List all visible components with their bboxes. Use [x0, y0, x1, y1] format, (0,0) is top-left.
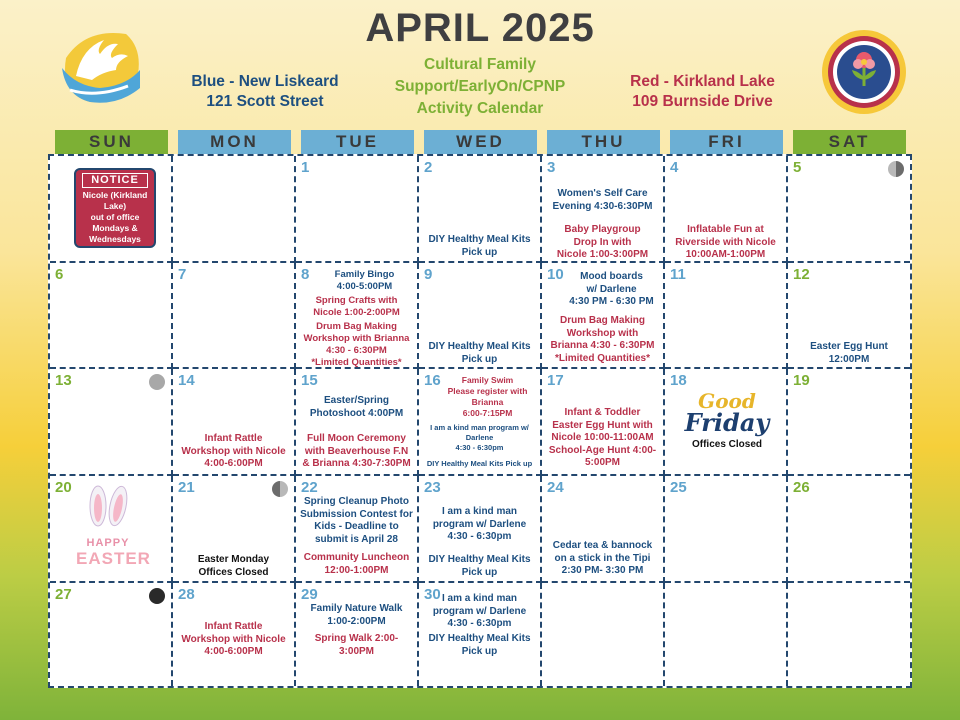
- event-line: Photoshoot 4:00PM: [309, 407, 404, 419]
- event-line: Brianna 4:30 - 6:30PM: [550, 340, 655, 351]
- blue-location-line2: 121 Scott Street: [206, 93, 324, 110]
- flower-emblem-logo: [820, 28, 908, 116]
- red-location-line1: Red - Kirkland Lake: [630, 73, 775, 90]
- event-line: *Limited Quantities*: [554, 352, 650, 364]
- event-line: DIY Healthy Meal Kits Pick up: [426, 459, 533, 468]
- event-line: Submission Contest for: [300, 508, 413, 520]
- red-location: [605, 72, 800, 112]
- calendar-event: [790, 341, 908, 366]
- day-cell: [788, 263, 910, 369]
- day-number: 12: [793, 266, 810, 283]
- event-line: DIY Healthy Meal Kits: [428, 633, 531, 644]
- day-cell: [173, 263, 296, 369]
- calendar-event: [437, 375, 538, 419]
- notice-title: NOTICE: [82, 173, 148, 188]
- event-line: Brianna: [471, 397, 504, 407]
- day-number: 17: [547, 372, 564, 389]
- event-line: Pick up: [461, 566, 498, 578]
- day-cell-empty: [173, 156, 296, 263]
- event-line: Family Bingo: [334, 269, 395, 280]
- dow-sun: SUN: [55, 130, 168, 154]
- event-line: 10:00AM-1:00PM: [685, 249, 766, 260]
- event-line: I am a kind man: [441, 506, 518, 517]
- event-line: Inflatable Fun at: [687, 224, 764, 235]
- day-cell: [542, 263, 665, 369]
- day-number: 4: [670, 159, 679, 176]
- calendar-event: [667, 224, 784, 262]
- event-line: Workshop with Nicole: [181, 445, 286, 457]
- dow-sat: SAT: [793, 130, 906, 154]
- happy-easter-graphic: [76, 484, 151, 579]
- event-line: Easter/Spring: [323, 395, 390, 406]
- calendar-event: [544, 540, 661, 578]
- day-cell: [788, 476, 910, 583]
- event-line: School-Age Hunt 4:00-: [548, 444, 657, 456]
- event-line: 4:00-5:00PM: [336, 281, 393, 292]
- event-line: Infant & Toddler: [564, 407, 641, 418]
- day-number: 11: [670, 266, 686, 283]
- day-cell: [296, 156, 419, 263]
- good-friday-line2: Friday: [684, 408, 770, 437]
- happy-easter-line2: EASTER: [76, 549, 151, 568]
- day-number: 3: [547, 159, 556, 176]
- event-line: Nicole 10:00-11:00AM: [551, 432, 654, 443]
- good-friday-note: Offices Closed: [691, 439, 763, 450]
- day-number: 7: [178, 266, 187, 283]
- event-line: w/ Darlene: [586, 283, 637, 295]
- day-number: 26: [793, 479, 810, 496]
- day-cell: [50, 369, 173, 476]
- calendar-event: [298, 295, 415, 319]
- calendar-event: [421, 593, 538, 631]
- day-number: 6: [55, 266, 64, 283]
- calendar-event: [298, 395, 415, 420]
- day-number: 15: [301, 372, 318, 389]
- day-cell-empty: [542, 583, 665, 686]
- event-line: 3:00PM: [338, 645, 374, 657]
- notice-line: Wednesdays: [89, 234, 141, 244]
- event-line: 5:00PM: [584, 457, 620, 468]
- day-cell: [419, 263, 542, 369]
- day-cell: [296, 583, 419, 686]
- day-cell: [665, 263, 788, 369]
- blue-location-line1: Blue - New Liskeard: [191, 73, 339, 90]
- event-line: Workshop with Brianna: [303, 333, 410, 344]
- blue-location: [170, 72, 360, 112]
- event-line: on a stick in the Tipi: [554, 552, 651, 564]
- event-line: Spring Cleanup Photo: [304, 496, 409, 507]
- calendar-event: [421, 633, 538, 658]
- calendar-event: [175, 433, 292, 471]
- event-line: 4:30 - 6:30pm: [455, 443, 504, 452]
- event-line: Women's Self Care: [557, 188, 648, 199]
- notice-line: Nicole (Kirkland: [82, 190, 148, 200]
- full-moon-icon: [149, 374, 165, 390]
- event-line: 1:00-2:00PM: [327, 615, 386, 627]
- event-line: 12:00-1:00PM: [324, 564, 389, 576]
- event-line: Nicole 1:00-2:00PM: [313, 307, 400, 318]
- event-line: Offices Closed: [198, 566, 269, 578]
- calendar-event: [421, 234, 538, 259]
- day-cell: [50, 583, 173, 686]
- bunny-ears-icon: [76, 484, 140, 532]
- event-line: I am a kind man: [441, 593, 518, 604]
- dow-wed: WED: [424, 130, 537, 154]
- day-cell: [665, 156, 788, 263]
- day-number: 14: [178, 372, 195, 389]
- event-line: Pick up: [461, 353, 498, 365]
- event-line: Spring Crafts with: [315, 295, 398, 306]
- event-line: Mood boards: [580, 271, 643, 282]
- event-line: Easter Monday: [197, 554, 270, 565]
- day-cell: [788, 156, 910, 263]
- day-cell: [50, 476, 173, 583]
- event-line: Community Luncheon: [303, 552, 410, 563]
- day-cell: [419, 583, 542, 686]
- event-line: I am a kind man program w/: [430, 423, 529, 432]
- dow-tue: TUE: [301, 130, 414, 154]
- calendar-event: [544, 188, 661, 213]
- day-cell: [296, 263, 419, 369]
- event-line: Infant Rattle: [204, 621, 263, 632]
- calendar-event: [175, 621, 292, 659]
- event-line: Baby Playgroup: [564, 224, 641, 235]
- event-line: Drum Bag Making: [316, 321, 397, 332]
- event-line: Drop In with: [573, 236, 632, 248]
- dow-thu: THU: [547, 130, 660, 154]
- event-line: Darlene: [465, 433, 494, 442]
- day-number: 18: [670, 372, 687, 389]
- day-cell: [419, 156, 542, 263]
- event-line: Cedar tea & bannock: [552, 540, 653, 551]
- calendar-event: [314, 269, 415, 293]
- event-line: Riverside with Nicole: [675, 236, 776, 248]
- day-cell: [50, 263, 173, 369]
- last-quarter-moon-icon: [272, 481, 288, 497]
- day-cell: [296, 369, 419, 476]
- event-line: program w/ Darlene: [432, 605, 527, 617]
- event-line: Easter Egg Hunt with: [552, 419, 653, 431]
- day-number: 1: [301, 159, 310, 176]
- dow-mon: MON: [178, 130, 291, 154]
- calendar-event: [298, 433, 415, 471]
- calendar-event: [298, 603, 415, 628]
- event-line: *Limited Quantities*: [311, 357, 402, 368]
- event-line: 2:30 PM- 3:30 PM: [561, 565, 644, 576]
- day-cell: [296, 476, 419, 583]
- first-quarter-moon-icon: [888, 161, 904, 177]
- event-line: program w/ Darlene: [432, 518, 527, 530]
- day-number: 5: [793, 159, 802, 176]
- subtitle-line: Cultural Family: [424, 56, 536, 73]
- day-cell: [665, 476, 788, 583]
- event-line: Please register with: [447, 386, 528, 396]
- event-line: 4:30 - 6:30pm: [447, 531, 512, 542]
- day-cell: [173, 476, 296, 583]
- good-friday-line1: Good: [698, 389, 756, 413]
- happy-easter-line1: HAPPY: [86, 537, 130, 549]
- day-number: 2: [424, 159, 433, 176]
- event-line: 4:00-6:00PM: [204, 458, 263, 469]
- event-line: DIY Healthy Meal Kits: [428, 554, 531, 565]
- day-cell: [788, 369, 910, 476]
- day-cell: [542, 369, 665, 476]
- calendar-event: [544, 407, 661, 470]
- new-moon-icon: [149, 588, 165, 604]
- day-cell: [419, 369, 542, 476]
- day-number: 13: [55, 372, 72, 389]
- calendar-event: [421, 506, 538, 544]
- calendar-event: [421, 341, 538, 366]
- day-number: 27: [55, 586, 72, 603]
- calendar-event: [421, 459, 538, 469]
- day-number: 29: [301, 586, 318, 603]
- event-line: submit is April 28: [315, 533, 398, 545]
- event-line: 12:00PM: [828, 353, 870, 365]
- event-line: 4:30 PM - 6:30 PM: [569, 296, 654, 307]
- day-cell: [665, 369, 788, 476]
- day-number: 24: [547, 479, 564, 496]
- good-friday-graphic: [677, 391, 777, 450]
- calendar-event: [544, 315, 661, 365]
- calendar-title: APRIL 2025: [365, 6, 595, 50]
- calendar-event: [298, 321, 415, 369]
- event-line: Infant Rattle: [204, 433, 263, 444]
- event-line: DIY Healthy Meal Kits: [428, 341, 531, 352]
- calendar-grid: [48, 154, 912, 688]
- day-cell-empty: [50, 156, 173, 263]
- notice-line: Lake): [103, 201, 127, 211]
- event-line: Pick up: [461, 645, 498, 657]
- day-number: 20: [55, 479, 72, 496]
- event-line: Drum Bag Making: [559, 315, 645, 326]
- event-line: 4:00-6:00PM: [204, 646, 263, 657]
- day-cell: [419, 476, 542, 583]
- day-number: 25: [670, 479, 687, 496]
- day-number: 19: [793, 372, 810, 389]
- day-cell: [173, 583, 296, 686]
- event-line: Evening 4:30-6:30PM: [552, 200, 653, 212]
- notice-line: Mondays &: [92, 223, 138, 233]
- day-cell: [542, 156, 665, 263]
- event-line: DIY Healthy Meal Kits: [428, 234, 531, 245]
- notice-box: [74, 168, 156, 248]
- event-line: Kids - Deadline to: [314, 521, 399, 532]
- event-line: Pick up: [461, 246, 498, 258]
- event-line: 4:30 - 6:30PM: [326, 345, 387, 356]
- subtitle-line: Support/EarlyOn/CPNP: [394, 78, 566, 95]
- notice-line: out of office: [90, 212, 140, 222]
- event-line: Full Moon Ceremony: [307, 433, 406, 444]
- red-location-line2: 109 Burnside Drive: [632, 93, 773, 110]
- subtitle-line: Activity Calendar: [416, 100, 544, 117]
- calendar-event: [298, 552, 415, 577]
- calendar-event: [298, 633, 415, 658]
- calendar-event: [298, 496, 415, 546]
- event-line: 4:30 - 6:30pm: [447, 618, 512, 629]
- calendar-event: [175, 554, 292, 579]
- calendar-subtitle: [360, 54, 600, 120]
- day-number: 30: [424, 586, 441, 603]
- event-line: & Brianna 4:30-7:30PM: [302, 458, 411, 469]
- event-line: with Beaverhouse F.N: [304, 445, 409, 457]
- day-cell-empty: [665, 583, 788, 686]
- calendar-event: [421, 423, 538, 453]
- calendar-event: [562, 271, 661, 309]
- event-line: Nicole 1:00-3:00PM: [556, 249, 649, 260]
- day-cell-empty: [788, 583, 910, 686]
- event-line: Workshop with: [566, 327, 639, 339]
- day-number: 8: [301, 266, 310, 283]
- event-line: Workshop with Nicole: [181, 633, 286, 645]
- event-line: Family Nature Walk: [310, 603, 403, 614]
- day-number: 16: [424, 372, 441, 389]
- dow-fri: FRI: [670, 130, 783, 154]
- event-line: Easter Egg Hunt: [810, 341, 888, 352]
- day-number: 28: [178, 586, 195, 603]
- event-line: 6:00-7:15PM: [462, 408, 513, 418]
- day-number: 10: [547, 266, 564, 283]
- event-line: Spring Walk 2:00-: [314, 633, 399, 644]
- calendar-event: [544, 224, 661, 262]
- day-number: 23: [424, 479, 441, 496]
- event-line: Family Swim: [461, 375, 514, 385]
- day-number: 22: [301, 479, 318, 496]
- day-cell: [173, 369, 296, 476]
- day-cell: [542, 476, 665, 583]
- calendar-event: [421, 554, 538, 579]
- day-number: 21: [178, 479, 195, 496]
- day-number: 9: [424, 266, 433, 283]
